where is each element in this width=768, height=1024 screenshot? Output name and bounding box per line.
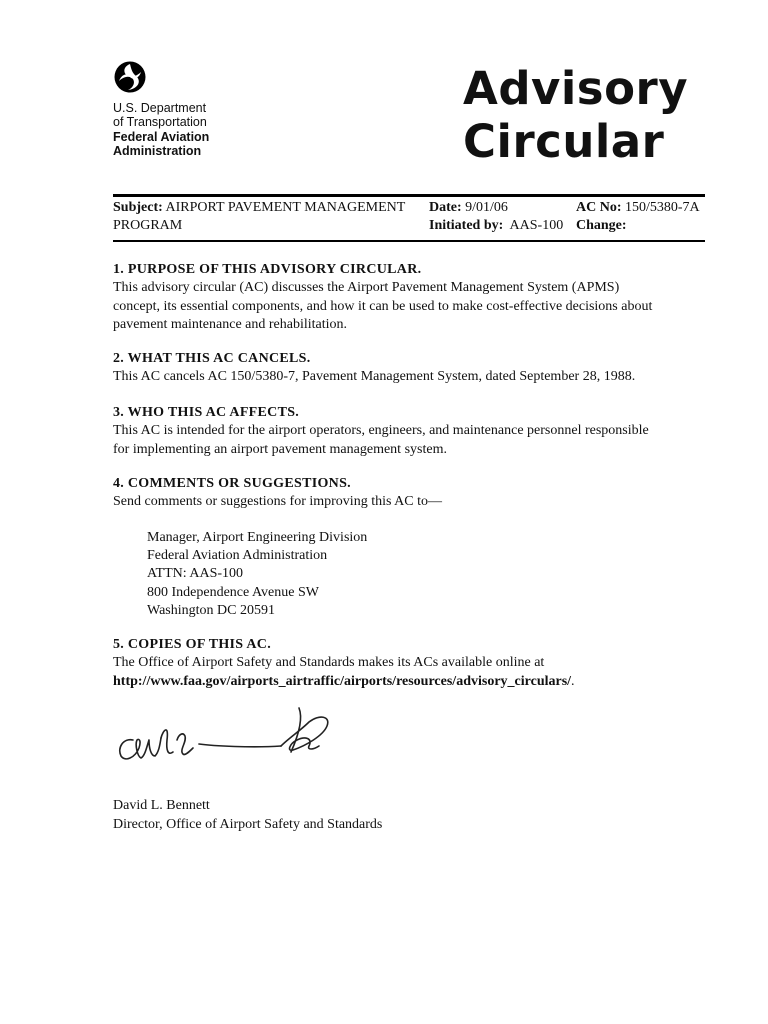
mailing-address: [147, 529, 367, 620]
acno-value: 150/5380-7A: [625, 200, 700, 215]
signer-name: David L. Bennett: [113, 798, 210, 813]
section-text-line: This advisory circular (AC) discusses the Airport Pavement Management System (APMS): [113, 280, 620, 296]
address-line: Federal Aviation Administration: [147, 548, 328, 564]
section-text-line: Send comments or suggestions for improving this AC to—: [113, 494, 442, 510]
section-text-line: This AC cancels AC 150/5380-7, Pavement Management System, dated September 28, 1988.: [113, 369, 636, 385]
section-text-line: The Office of Airport Safety and Standards makes its ACs available online at: [113, 655, 545, 671]
signer-title: Director, Office of Airport Safety and Standards: [113, 816, 383, 832]
subject-block: [113, 199, 405, 235]
section-heading: 2. WHAT THIS AC CANCELS.: [113, 351, 311, 366]
date-value: 9/01/06: [465, 200, 508, 215]
section-text-line: pavement maintenance and rehabilitation.: [113, 316, 348, 332]
change-label: Change:: [576, 218, 627, 233]
acno-block: [576, 199, 700, 235]
section-heading: 3. WHO THIS AC AFFECTS.: [113, 405, 300, 420]
agency-line: U.S. Department: [113, 101, 207, 115]
section-copies: [113, 636, 713, 691]
top-divider: [113, 194, 705, 197]
section-text-line: for implementing an airport pavement management system.: [113, 441, 447, 457]
bottom-divider: [113, 240, 705, 242]
address-line: Washington DC 20591: [147, 602, 275, 618]
section-heading: 4. COMMENTS OR SUGGESTIONS.: [113, 476, 351, 491]
section-affects: [113, 404, 713, 459]
dot-seal-logo-icon: [114, 61, 146, 93]
date-label: Date:: [429, 200, 462, 215]
section-text-line: This AC is intended for the airport operators, engineers, and maintenance personnel responsible: [113, 423, 649, 439]
subject-value: AIRPORT PAVEMENT MANAGEMENT: [165, 200, 406, 215]
address-line: ATTN: AAS-100: [147, 566, 244, 582]
address-line: Manager, Airport Engineering Division: [147, 530, 368, 545]
initiated-value: AAS-100: [509, 218, 564, 233]
date-block: [429, 199, 563, 235]
agency-line: Federal Aviation: [113, 129, 210, 144]
agency-line: Administration: [113, 143, 202, 158]
initiated-label: Initiated by:: [429, 218, 504, 233]
agency-name: [113, 101, 209, 158]
subject-label: Subject:: [113, 200, 163, 215]
title-line: Circular: [463, 115, 665, 168]
section-comments: [113, 475, 713, 512]
section-cancels: [113, 350, 713, 387]
section-purpose: [113, 261, 713, 334]
signer-block: [113, 797, 382, 834]
handwritten-signature-image: [113, 700, 343, 768]
agency-line: of Transportation: [113, 115, 207, 130]
acno-label: AC No:: [576, 200, 622, 215]
subject-value-cont: PROGRAM: [113, 218, 183, 233]
link-suffix: .: [571, 673, 575, 689]
advisory-circulars-link[interactable]: http://www.faa.gov/airports_airtraffic/airports/resources/advisory_circulars/: [113, 673, 572, 689]
section-text-line: concept, its essential components, and how it can be used to make cost-effective decisions about: [113, 298, 653, 314]
section-heading: 5. COPIES OF THIS AC.: [113, 637, 272, 652]
title-line: Advisory: [463, 62, 689, 115]
document-type-title: [463, 62, 688, 168]
address-line: 800 Independence Avenue SW: [147, 584, 319, 600]
section-heading: 1. PURPOSE OF THIS ADVISORY CIRCULAR.: [113, 262, 422, 277]
